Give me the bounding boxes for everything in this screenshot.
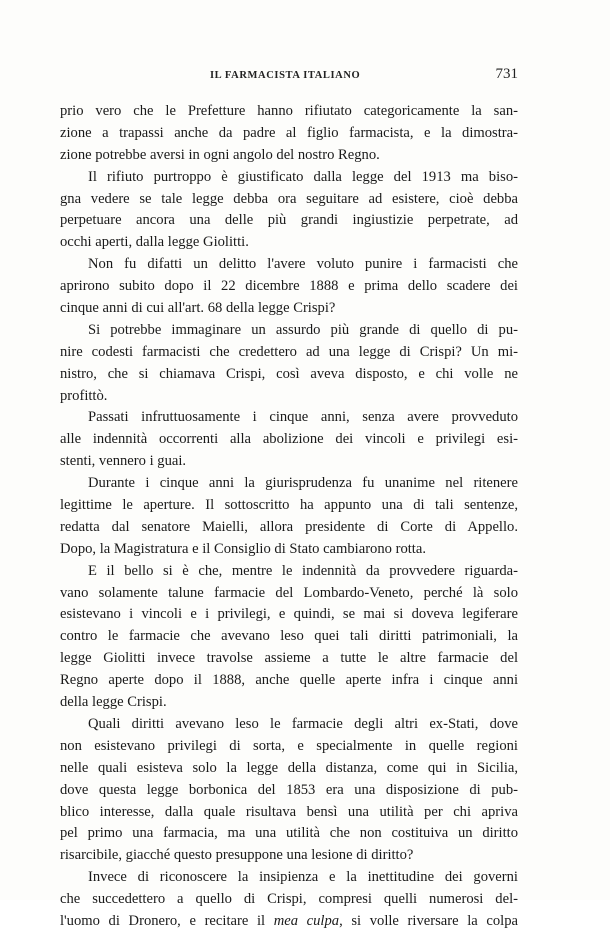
text-line: Regno aperte dopo il 1888, anche quelle aperte infra i cinque anni xyxy=(60,672,518,689)
text-line: alle indennità occorrenti alla abolizione dei vincoli e privilegi esi- xyxy=(60,431,518,448)
text-line: occhi aperti, dalla legge Giolitti. xyxy=(60,234,249,251)
text-line: aprirono subito dopo il 22 dicembre 1888 e prima dello scadere dei xyxy=(60,278,518,295)
body-text xyxy=(60,101,518,933)
text-line: Quali diritti avevano leso le farmacie degli altri ex-Stati, dove xyxy=(88,715,518,732)
text-line-with-emphasis xyxy=(60,911,518,933)
text-line: prio vero che le Prefetture hanno rifiutato categoricamente la san- xyxy=(60,103,518,119)
text-line: Si potrebbe immaginare un assurdo più grande di quello di pu- xyxy=(88,321,518,338)
text-line: cinque anni di cui all'art. 68 della legge Crispi? xyxy=(60,300,336,317)
text-line: stenti, vennero i guai. xyxy=(60,453,187,470)
running-title: IL FARMACISTA ITALIANO xyxy=(210,70,361,81)
running-head xyxy=(60,62,518,86)
text-line: Il rifiuto purtroppo è giustificato dalla legge del 1913 ma biso- xyxy=(88,168,518,185)
text-line: nelle quali esisteva solo la legge della distanza, come qui in Sicilia, xyxy=(60,759,518,776)
text-line: profittò. xyxy=(60,387,108,404)
text-run: l'uomo di Dronero, e recitare il xyxy=(60,912,266,929)
text-line: E il bello si è che, mentre le indennità da provvedere riguarda- xyxy=(88,562,518,579)
text-line: Passati infruttuosamente i cinque anni, senza avere provveduto xyxy=(88,409,518,426)
text-line: perpetuare ancora una delle più grandi ingiustizie perpetrate, ad xyxy=(60,212,518,229)
text-line: redatta dal senatore Maielli, allora presidente di Corte di Appello. xyxy=(60,518,518,535)
emphasis-mea-culpa: mea culpa xyxy=(273,912,340,929)
text-line: pel primo una farmacia, ma una utilità che non costituiva un diritto xyxy=(60,825,518,842)
text-line: esistevano i vincoli e i privilegi, e quindi, se mai si doveva legiferare xyxy=(60,606,518,623)
text-line: legge Giolitti invece travolse assieme a tutte le altre farmacie del xyxy=(60,650,518,667)
text-line: Durante i cinque anni la giurisprudenza fu unanime nel ritenere xyxy=(88,475,518,492)
text-line: gna vedere se tale legge debba ora seguitare ad esistere, cioè debba xyxy=(60,190,518,207)
text-line: Dopo, la Magistratura e il Consiglio di Stato cambiarono rotta. xyxy=(60,540,426,557)
text-line: legittime le aperture. Il sottoscritto ha appunto una di tali sentenze, xyxy=(60,497,518,514)
text-line: Non fu difatti un delitto l'avere voluto punire i farmacisti che xyxy=(88,256,518,273)
text-run: , si volle riversare la colpa xyxy=(339,912,518,929)
text-line: che succedettero a quello di Crispi, compresi quelli numerosi del- xyxy=(60,891,518,908)
text-line: risarcibile, giacché questo presuppone una lesione di diritto? xyxy=(60,847,414,864)
text-line: della legge Crispi. xyxy=(60,694,167,711)
text-line: Invece di riconoscere la insipienza e la inettitudine dei governi xyxy=(88,869,518,886)
text-line: contro le farmacie che avevano leso quei tali diritti patrimoniali, la xyxy=(60,628,518,645)
text-line: nire codesti farmacisti che credettero ad una legge di Crispi? Un mi- xyxy=(60,343,518,360)
text-line: nistro, che si chiamava Crispi, così aveva disposto, e chi volle ne xyxy=(60,365,518,382)
text-line: zione potrebbe aversi in ogni angolo del nostro Regno. xyxy=(60,146,380,163)
text-line: vano solamente talune farmacie del Lombardo-Veneto, perché là solo xyxy=(60,584,518,601)
text-line: blico interesse, dalla quale risultava bensì una utilità per chi apriva xyxy=(60,803,518,820)
page-number: 731 xyxy=(495,66,518,82)
text-line: non esistevano privilegi di sorta, e specialmente in quelle regioni xyxy=(60,737,518,754)
text-line: dove questa legge borbonica del 1853 era una disposizione di pub- xyxy=(60,781,518,798)
text-line: zione a trapassi anche da padre al figlio farmacista, e la dimostra- xyxy=(60,124,518,141)
